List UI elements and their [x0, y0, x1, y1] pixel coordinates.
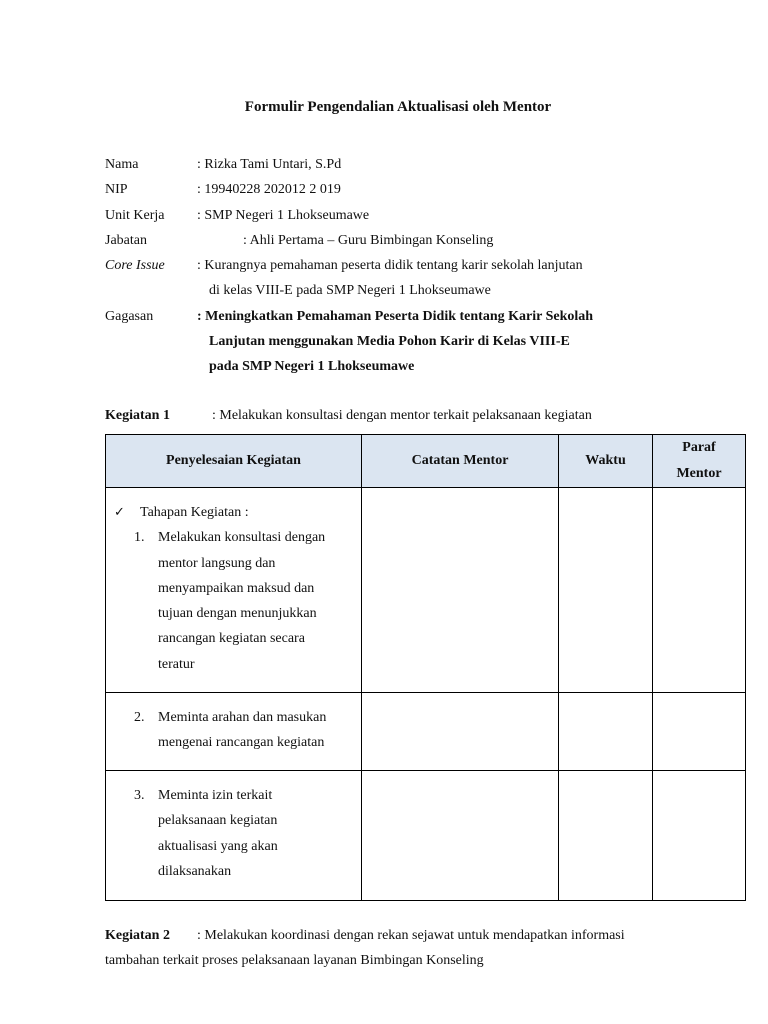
step-text-line: menyampaikan maksud dan	[158, 580, 315, 596]
jabatan-value: : Ahli Pertama – Guru Bimbingan Konseling	[243, 233, 494, 248]
step-number: 1.	[134, 530, 145, 546]
jabatan-label: Jabatan	[105, 233, 147, 248]
step-text-line: rancangan kegiatan secara	[158, 631, 305, 647]
nama-label: Nama	[105, 157, 139, 172]
waktu-cell[interactable]	[559, 488, 653, 693]
header-paraf-mentor	[653, 435, 746, 488]
header-waktu: Waktu	[559, 435, 653, 488]
paraf-cell[interactable]	[653, 693, 746, 771]
step-text	[158, 783, 348, 884]
nip-label: NIP	[105, 182, 128, 197]
table-header-row	[106, 435, 746, 488]
step-text-line: Melakukan konsultasi dengan	[158, 530, 326, 546]
catatan-cell[interactable]	[362, 771, 559, 901]
step-text-line: tujuan dengan menunjukkan	[158, 606, 317, 622]
waktu-cell[interactable]	[559, 771, 653, 901]
catatan-cell[interactable]	[362, 488, 559, 693]
core-issue-value-line2: di kelas VIII-E pada SMP Negeri 1 Lhokseumawe	[209, 283, 491, 298]
nip-value: : 19940228 202012 2 019	[197, 182, 341, 197]
penyelesaian-cell	[106, 488, 362, 693]
nama-value: : Rizka Tami Untari, S.Pd	[197, 157, 342, 172]
table-row	[106, 693, 746, 771]
kegiatan2-label: Kegiatan 2	[105, 928, 170, 943]
mentor-control-table	[105, 434, 746, 901]
step-text-line: mengenai rancangan kegiatan	[158, 735, 325, 751]
step-text-line: dilaksanakan	[158, 863, 232, 879]
step-text	[158, 525, 348, 677]
header-catatan-mentor: Catatan Mentor	[362, 435, 559, 488]
kegiatan2-desc-line2: tambahan terkait proses pelaksanaan layanan Bimbingan Konseling	[105, 953, 484, 968]
step-text-line: aktualisasi yang akan	[158, 838, 278, 854]
catatan-cell[interactable]	[362, 693, 559, 771]
page-title: Formulir Pengendalian Aktualisasi oleh Mentor	[244, 99, 552, 115]
step-item	[114, 705, 361, 756]
step-text-line: Meminta arahan dan masukan	[158, 710, 327, 725]
tahapan-line	[114, 500, 361, 525]
header-paraf-line1: Paraf	[682, 440, 716, 455]
step-item	[114, 525, 361, 677]
step-number: 2.	[134, 710, 145, 725]
gagasan-value-line3: pada SMP Negeri 1 Lhokseumawe	[209, 359, 415, 374]
step-item	[114, 783, 361, 884]
table-row	[106, 771, 746, 901]
step-text-line: Meminta izin terkait	[158, 788, 273, 803]
tahapan-label: Tahapan Kegiatan :	[140, 505, 249, 520]
gagasan-label: Gagasan	[105, 309, 154, 324]
step-text-line: teratur	[158, 656, 195, 672]
unit-kerja-value: : SMP Negeri 1 Lhokseumawe	[197, 208, 370, 223]
paraf-cell[interactable]	[653, 771, 746, 901]
step-text-line: pelaksanaan kegiatan	[158, 813, 278, 829]
header-penyelesaian: Penyelesaian Kegiatan	[106, 435, 362, 488]
checkmark-icon: ✓	[114, 505, 125, 520]
penyelesaian-cell	[106, 693, 362, 771]
step-text-line: mentor langsung dan	[158, 555, 276, 571]
kegiatan1-desc: : Melakukan konsultasi dengan mentor terkait pelaksanaan kegiatan	[212, 408, 592, 423]
kegiatan1-label: Kegiatan 1	[105, 408, 170, 423]
step-number: 3.	[134, 788, 145, 803]
penyelesaian-cell	[106, 771, 362, 901]
waktu-cell[interactable]	[559, 693, 653, 771]
core-issue-label: Core Issue	[105, 258, 165, 273]
kegiatan2-desc-line1: : Melakukan koordinasi dengan rekan sejawat untuk mendapatkan informasi	[197, 928, 625, 943]
gagasan-value-line1: : Meningkatkan Pemahaman Peserta Didik tentang Karir Sekolah	[197, 309, 594, 324]
header-paraf-line2: Mentor	[676, 466, 722, 481]
unit-kerja-label: Unit Kerja	[105, 208, 165, 223]
step-text	[158, 705, 348, 756]
core-issue-value-line1: : Kurangnya pemahaman peserta didik tentang karir sekolah lanjutan	[197, 258, 583, 273]
table-row	[106, 488, 746, 693]
gagasan-value-line2: Lanjutan menggunakan Media Pohon Karir di Kelas VIII-E	[209, 334, 570, 349]
paraf-cell[interactable]	[653, 488, 746, 693]
